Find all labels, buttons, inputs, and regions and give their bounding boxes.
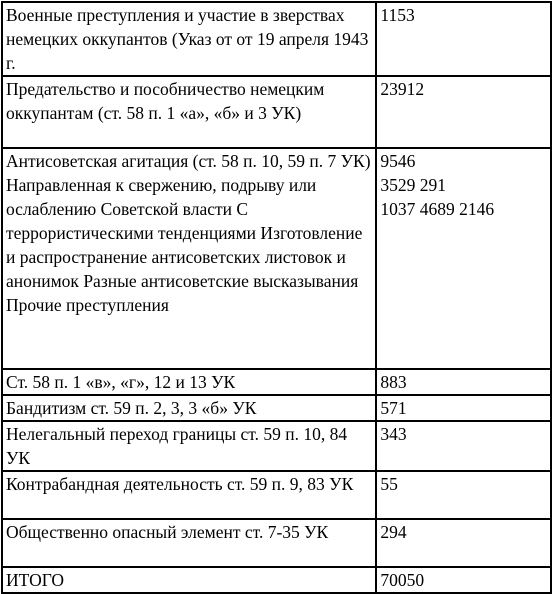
value-line: 1037 4689 2146: [380, 199, 495, 219]
category-cell: Предательство и пособничество немецким оккупантам (ст. 58 п. 1 «а», «б» и 3 УК): [2, 76, 376, 148]
value-cell: 883: [376, 369, 551, 395]
value-line: 3529 291: [380, 175, 446, 195]
value-cell: 343: [376, 421, 551, 471]
table-row: [2, 2, 551, 76]
category-cell: Бандитизм ст. 59 п. 2, 3, 3 «б» УК: [2, 395, 376, 421]
value-cell: 23912: [376, 76, 551, 148]
total-value: 70050: [376, 567, 551, 593]
total-row: [2, 567, 551, 593]
category-cell: Контрабандная деятельность ст. 59 п. 9, 83 УК: [2, 471, 376, 519]
value-cell: [376, 148, 551, 369]
category-cell: Нелегальный переход границы ст. 59 п. 10, 84 УК: [2, 421, 376, 471]
table-row: [2, 395, 551, 421]
value-line: 9546: [380, 151, 416, 171]
statistics-table: [1, 1, 552, 594]
table-row: [2, 148, 551, 369]
table-row: [2, 421, 551, 471]
category-cell: Военные преступления и участие в зверствах немецких оккупантов (Указ от от 19 апреля 1943 г.: [2, 2, 376, 76]
category-cell: Общественно опасный элемент ст. 7-35 УК: [2, 519, 376, 567]
value-cell: 294: [376, 519, 551, 567]
category-cell: Антисоветская агитация (ст. 58 п. 10, 59 п. 7 УК) Направленная к свержению, подрыву или ослаблению Советской власти С террористическими тенденциями Изготовление и распространение антисоветских листовок и анонимок Разные антисоветские высказывания Прочие преступления: [2, 148, 376, 369]
table-row: [2, 369, 551, 395]
value-cell: 1153: [376, 2, 551, 76]
category-cell: Ст. 58 п. 1 «в», «г», 12 и 13 УК: [2, 369, 376, 395]
value-cell: 571: [376, 395, 551, 421]
value-cell: 55: [376, 471, 551, 519]
table-row: [2, 519, 551, 567]
table-row: [2, 471, 551, 519]
total-label: ИТОГО: [2, 567, 376, 593]
table-row: [2, 76, 551, 148]
